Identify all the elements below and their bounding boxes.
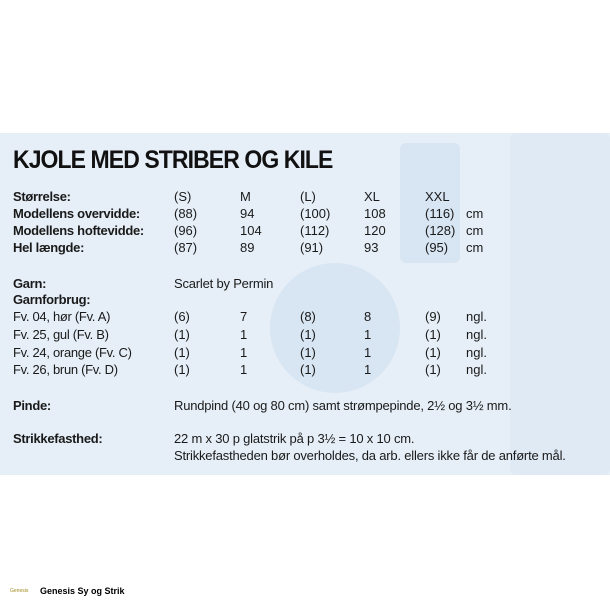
value: (112): [300, 223, 330, 238]
value: 104: [240, 223, 262, 238]
value: (1): [300, 345, 316, 360]
unit: ngl.: [466, 345, 487, 360]
yarn-usage-row: [0, 309, 610, 326]
size: (L): [300, 189, 316, 204]
value: 7: [240, 309, 248, 324]
row-label: Modellens overvidde:: [13, 206, 140, 221]
value: (91): [300, 240, 324, 255]
row-label: Garn:: [13, 276, 47, 291]
value: 1: [364, 362, 372, 377]
value: 120: [364, 223, 386, 238]
gauge-note-row: [0, 448, 610, 465]
yarn-usage-row: [0, 345, 610, 362]
value: (1): [174, 327, 190, 342]
row-label: Fv. 04, hør (Fv. A): [13, 309, 111, 324]
value: 1: [364, 327, 372, 342]
value: (88): [174, 206, 198, 221]
row-label: Fv. 24, orange (Fv. C): [13, 345, 132, 360]
unit: ngl.: [466, 327, 487, 342]
size: XL: [364, 189, 380, 204]
gauge-text: 22 m x 30 p glatstrik på p 3½ = 10 x 10 cm.: [174, 431, 415, 446]
needles-text: Rundpind (40 og 80 cm) samt strømpepinde, 2½ og 3½ mm.: [174, 398, 512, 413]
value: (1): [300, 327, 316, 342]
value: 93: [364, 240, 379, 255]
value: 108: [364, 206, 386, 221]
gauge-note: Strikkefastheden bør overholdes, da arb. ellers ikke får de anførte mål.: [174, 448, 566, 463]
sizes-row: [0, 189, 610, 206]
value: (1): [425, 345, 441, 360]
unit: cm: [466, 240, 484, 255]
yarn-usage-row: [0, 327, 610, 344]
value: 1: [240, 345, 248, 360]
row-label: Fv. 25, gul (Fv. B): [13, 327, 109, 342]
brand-name: Genesis Sy og Strik: [40, 586, 125, 596]
genesis-logo: Genesis: [10, 588, 29, 594]
value: (116): [425, 206, 455, 221]
value: (1): [425, 327, 441, 342]
value: 1: [240, 362, 248, 377]
gauge-row: [0, 431, 610, 448]
unit: ngl.: [466, 309, 487, 324]
size: XXL: [425, 189, 450, 204]
value: (1): [300, 362, 316, 377]
unit: cm: [466, 223, 484, 238]
page-title: KJOLE MED STRIBER OG KILE: [13, 146, 333, 174]
row-label: Modellens hoftevidde:: [13, 223, 144, 238]
row-label: Hel længde:: [13, 240, 85, 255]
value: 8: [364, 309, 372, 324]
unit: ngl.: [466, 362, 487, 377]
unit: cm: [466, 206, 484, 221]
measurement-row: [0, 223, 610, 240]
row-label: Strikkefasthed:: [13, 431, 103, 446]
value: (1): [425, 362, 441, 377]
needles-row: [0, 398, 610, 415]
value: (95): [425, 240, 449, 255]
measurement-row: [0, 206, 610, 223]
value: (8): [300, 309, 316, 324]
yarn-usage-row: [0, 362, 610, 379]
row-label: Pinde:: [13, 398, 51, 413]
value: 1: [240, 327, 248, 342]
value: (87): [174, 240, 198, 255]
yarn-usage-heading: [0, 292, 610, 309]
row-label: Fv. 26, brun (Fv. D): [13, 362, 118, 377]
value: (1): [174, 345, 190, 360]
value: (128): [425, 223, 456, 238]
value: (6): [174, 309, 190, 324]
size: (S): [174, 189, 192, 204]
row-label: Garnforbrug:: [13, 292, 91, 307]
measurement-row: [0, 240, 610, 257]
yarn-name: Scarlet by Permin: [174, 276, 274, 291]
value: (100): [300, 206, 331, 221]
value: (1): [174, 362, 190, 377]
yarn-row: [0, 276, 610, 293]
value: 1: [364, 345, 372, 360]
value: (9): [425, 309, 441, 324]
value: 89: [240, 240, 255, 255]
value: (96): [174, 223, 198, 238]
size: M: [240, 189, 251, 204]
value: 94: [240, 206, 255, 221]
row-label: Størrelse:: [13, 189, 71, 204]
